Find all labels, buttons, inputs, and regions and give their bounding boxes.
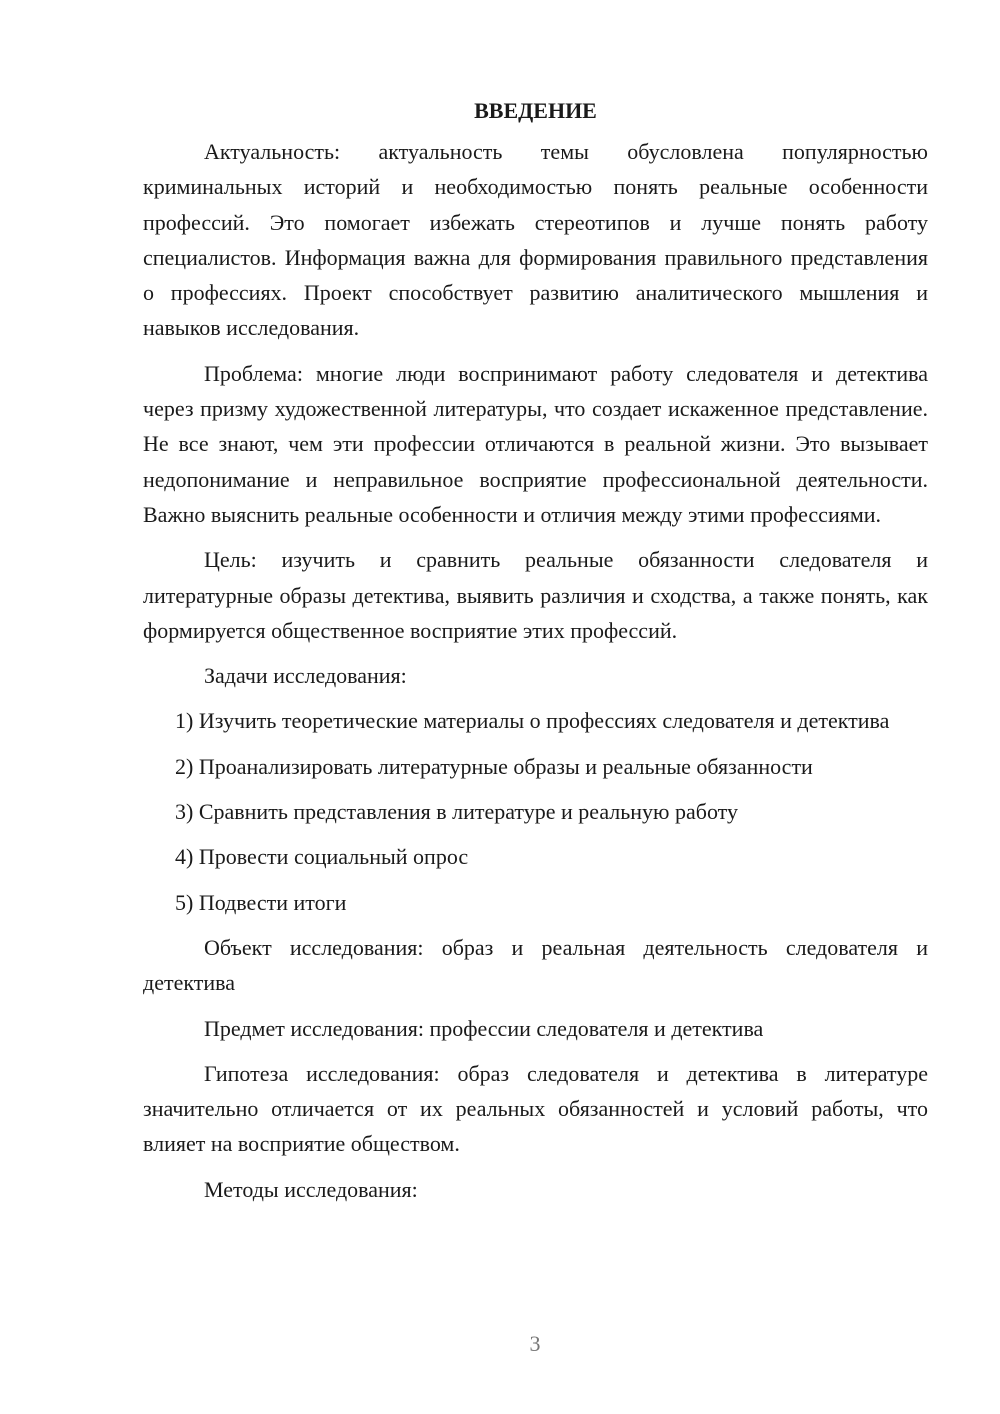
relevance-paragraph: Актуальность: актуальность темы обусловлена популярностью криминальных историй и необходимостью понять реальные особенности профессий. Это помогает избежать стереотипов и лучше понять работу специалистов. Информация важна для формирования правильного представления о профессиях. Проект способствует развитию аналитического мышления и навыков исследования. [143, 139, 928, 341]
problem-paragraph: Проблема: многие люди воспринимают работу следователя и детектива через призму художественной литературы, что создает искаженное представление. Не все знают, чем эти профессии отличаются в реальной жизни. Это вызывает недопонимание и неправильное восприятие профессиональной деятельности. Важно выяснить реальные особенности и отличия между этими профессиями. [143, 360, 928, 527]
page-number: 3 [529, 1331, 541, 1356]
object-paragraph: Объект исследования: образ и реальная деятельность следователя и детектива [143, 934, 928, 996]
hypothesis-paragraph: Гипотеза исследования: образ следователя и детектива в литературе значительно отличается от их реальных обязанностей и условий работы, что влияет на восприятие обществом. [143, 1060, 928, 1157]
task-item-3: 3) Сравнить представления в литературе и реальную работу [175, 799, 738, 825]
task-item-4: 4) Провести социальный опрос [175, 844, 469, 870]
goal-paragraph: Цель: изучить и сравнить реальные обязанности следователя и литературные образы детектива, выявить различия и сходства, а также понять, как формируется общественное восприятие этих профессий. [143, 547, 928, 643]
methods-heading: Методы исследования: [204, 1176, 418, 1202]
subject-paragraph: Предмет исследования: профессии следователя и детектива [204, 1015, 764, 1041]
section-heading: ВВЕДЕНИЕ [474, 98, 597, 123]
task-item-5: 5) Подвести итоги [175, 889, 347, 915]
task-item-2: 2) Проанализировать литературные образы и реальные обязанности [175, 753, 813, 779]
document-page [143, 95, 928, 1217]
tasks-heading: Задачи исследования: [204, 663, 407, 689]
task-item-1: 1) Изучить теоретические материалы о профессиях следователя и детектива [175, 708, 890, 734]
